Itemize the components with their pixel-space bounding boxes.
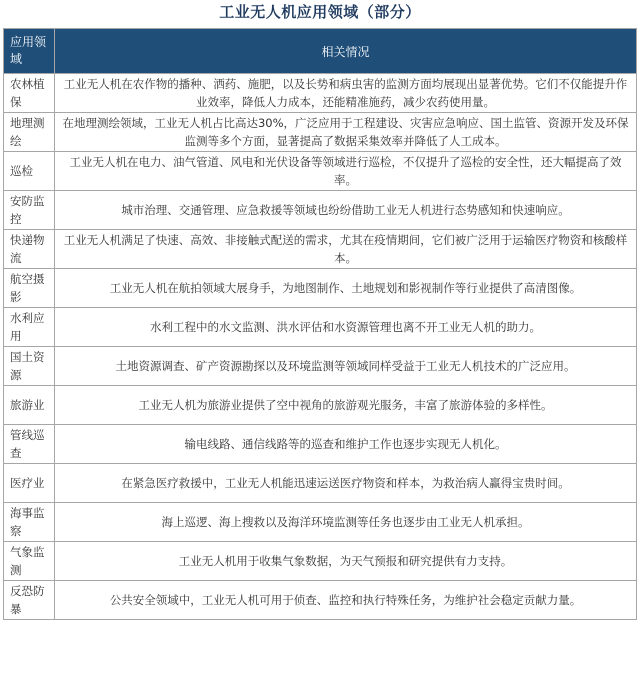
row-field: 水利应用 xyxy=(4,308,55,347)
row-description: 公共安全领域中，工业无人机可用于侦查、监控和执行特殊任务，为维护社会稳定贡献力量。 xyxy=(55,581,637,620)
row-field: 地理测绘 xyxy=(4,113,55,152)
row-description: 水利工程中的水文监测、洪水评估和水资源管理也离不开工业无人机的助力。 xyxy=(55,308,637,347)
row-field: 航空摄影 xyxy=(4,269,55,308)
application-table xyxy=(3,28,637,620)
table-row xyxy=(4,308,637,347)
table-row xyxy=(4,581,637,620)
table-row xyxy=(4,191,637,230)
row-field: 医疗业 xyxy=(4,464,55,503)
row-description: 工业无人机用于收集气象数据，为天气预报和研究提供有力支持。 xyxy=(55,542,637,581)
row-field: 安防监控 xyxy=(4,191,55,230)
header-description: 相关情况 xyxy=(55,29,637,74)
table-row xyxy=(4,230,637,269)
table-row xyxy=(4,503,637,542)
row-field: 国土资源 xyxy=(4,347,55,386)
table-row xyxy=(4,425,637,464)
row-description: 工业无人机在农作物的播种、洒药、施肥，以及长势和病虫害的监测方面均展现出显著优势。它们不仅能提升作业效率，降低人力成本，还能精准施药，减少农药使用量。 xyxy=(55,74,637,113)
row-description: 工业无人机满足了快速、高效、非接触式配送的需求，尤其在疫情期间，它们被广泛用于运输医疗物资和核酸样本。 xyxy=(55,230,637,269)
table-row xyxy=(4,74,637,113)
row-field: 旅游业 xyxy=(4,386,55,425)
row-description: 输电线路、通信线路等的巡查和维护工作也逐步实现无人机化。 xyxy=(55,425,637,464)
row-description: 在地理测绘领域，工业无人机占比高达30%，广泛应用于工程建设、灾害应急响应、国土监管、资源开发及环保监测等多个方面，显著提高了数据采集效率并降低了人工成本。 xyxy=(55,113,637,152)
row-field: 海事监察 xyxy=(4,503,55,542)
table-row xyxy=(4,542,637,581)
table-row xyxy=(4,347,637,386)
row-description: 土地资源调查、矿产资源勘探以及环境监测等领域同样受益于工业无人机技术的广泛应用。 xyxy=(55,347,637,386)
header-field: 应用领域 xyxy=(4,29,55,74)
table-row xyxy=(4,269,637,308)
table-header-row xyxy=(4,29,637,74)
table-row xyxy=(4,386,637,425)
row-description: 工业无人机在航拍领域大展身手，为地图制作、土地规划和影视制作等行业提供了高清图像。 xyxy=(55,269,637,308)
row-field: 管线巡查 xyxy=(4,425,55,464)
table-row xyxy=(4,152,637,191)
page-title: 工业无人机应用领域（部分） xyxy=(219,3,421,21)
row-field: 气象监测 xyxy=(4,542,55,581)
row-description: 在紧急医疗救援中，工业无人机能迅速运送医疗物资和样本，为救治病人赢得宝贵时间。 xyxy=(55,464,637,503)
row-description: 工业无人机在电力、油气管道、风电和光伏设备等领域进行巡检，不仅提升了巡检的安全性，还大幅提高了效率。 xyxy=(55,152,637,191)
table-row xyxy=(4,113,637,152)
row-field: 反恐防暴 xyxy=(4,581,55,620)
row-description: 城市治理、交通管理、应急救援等领域也纷纷借助工业无人机进行态势感知和快速响应。 xyxy=(55,191,637,230)
row-description: 海上巡逻、海上搜救以及海洋环境监测等任务也逐步由工业无人机承担。 xyxy=(55,503,637,542)
row-field: 农林植保 xyxy=(4,74,55,113)
row-field: 巡检 xyxy=(4,152,55,191)
row-description: 工业无人机为旅游业提供了空中视角的旅游观光服务，丰富了旅游体验的多样性。 xyxy=(55,386,637,425)
row-field: 快递物流 xyxy=(4,230,55,269)
table-row xyxy=(4,464,637,503)
